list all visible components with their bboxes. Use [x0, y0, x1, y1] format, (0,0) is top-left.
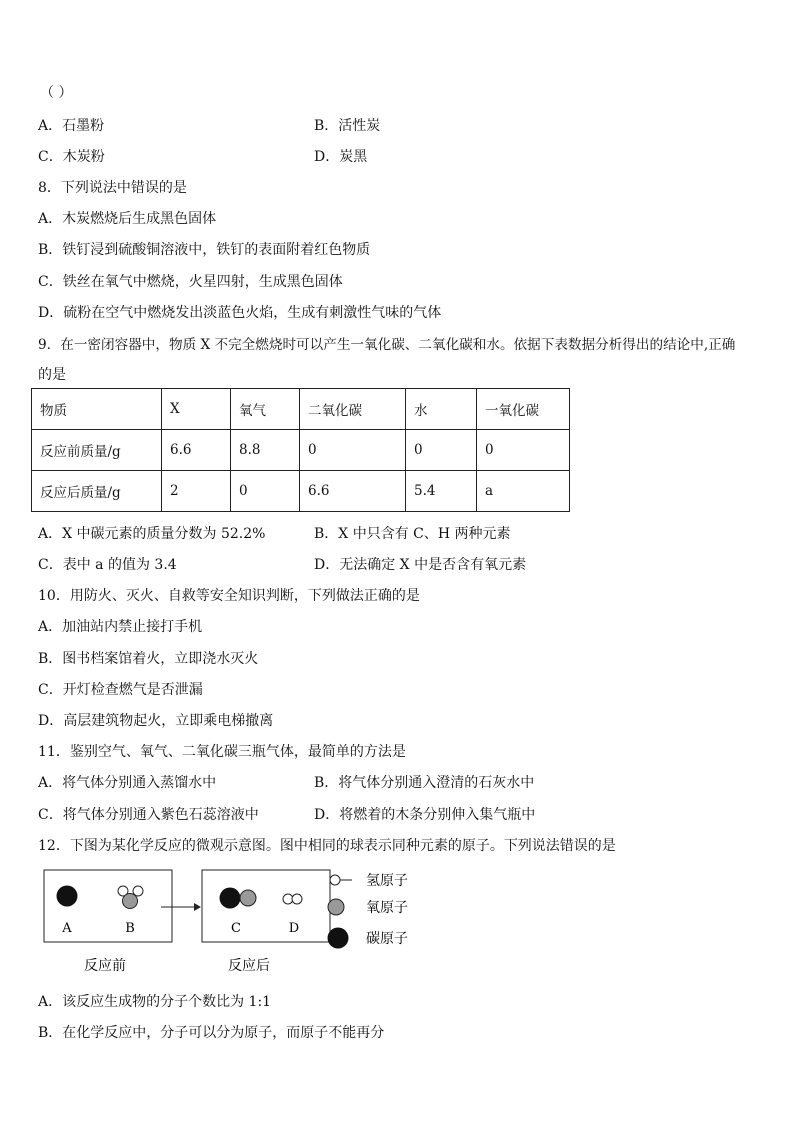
q11-option-b: B．将气体分别通入澄清的石灰水中	[314, 775, 535, 791]
hydrogen-molecule-icon	[283, 894, 302, 904]
label-b: B	[125, 921, 135, 936]
legend-oxygen	[328, 899, 408, 916]
carbon-monoxide-molecule-icon	[220, 888, 257, 909]
table-cell: 物质	[32, 389, 162, 430]
table-cell: 2	[162, 471, 231, 512]
q7-option-a: A．石墨粉	[38, 118, 105, 134]
q11-stem: 11．鉴别空气、氧气、二氧化碳三瓶气体，最简单的方法是	[38, 744, 406, 760]
legend-oxygen-label: 氧原子	[366, 900, 408, 916]
q7-answer-paren: （ ）	[40, 85, 73, 101]
table-cell: X	[162, 389, 231, 430]
table-row	[32, 389, 570, 430]
q11-option-c: C．将气体分别通入紫色石蕊溶液中	[38, 807, 259, 823]
q7-option-d: D．炭黑	[314, 149, 368, 165]
water-molecule-icon	[118, 886, 143, 909]
oxygen-atom-icon	[328, 899, 344, 915]
label-d: D	[288, 921, 300, 936]
arrow-icon	[161, 903, 201, 911]
table-cell: 0	[477, 430, 570, 471]
table-cell: 反应前质量/g	[32, 430, 162, 471]
q10-stem: 10．用防火、灭火、自救等安全知识判断，下列做法正确的是	[38, 588, 420, 604]
q8-stem: 8．下列说法中错误的是	[38, 180, 187, 196]
q10-option-a: A．加油站内禁止接打手机	[38, 619, 203, 635]
caption-before: 反应前	[84, 958, 126, 974]
carbon-atom-legend-icon	[328, 928, 349, 949]
q7-option-c: C．木炭粉	[38, 149, 105, 165]
q9-option-b: B．X 中只含有 C、H 两种元素	[314, 526, 511, 542]
q12-option-a: A．该反应生成物的分子个数比为 1:1	[38, 994, 272, 1010]
q11-option-a: A．将气体分别通入蒸馏水中	[38, 775, 217, 791]
table-cell: 水	[406, 389, 477, 430]
q11-option-d: D．将燃着的木条分别伸入集气瓶中	[314, 807, 536, 823]
table-row	[32, 430, 570, 471]
table-cell: 8.8	[231, 430, 300, 471]
caption-after: 反应后	[228, 958, 270, 974]
reaction-micro-diagram	[30, 862, 430, 982]
label-c: C	[231, 921, 241, 936]
table-cell: 0	[300, 430, 406, 471]
table-cell: 氧气	[231, 389, 300, 430]
q9-stem-line1: 9．在一密闭容器中，物质 X 不完全燃烧时可以产生一氧化碳、二氧化碳和水。依据下表数据分析得出的结论中,正确	[38, 337, 736, 353]
q9-stem-line2: 的是	[38, 367, 66, 383]
carbon-atom-icon	[57, 886, 78, 907]
table-cell: 6.6	[300, 471, 406, 512]
q9-data-table	[31, 388, 570, 512]
table-cell: 5.4	[406, 471, 477, 512]
table-cell: 0	[231, 471, 300, 512]
q12-option-b: B．在化学反应中，分子可以分为原子，而原子不能再分	[38, 1025, 385, 1041]
table-row	[32, 471, 570, 512]
legend-hydrogen-label: 氢原子	[366, 873, 408, 889]
q8-option-c: C．铁丝在氧气中燃烧，火星四射，生成黑色固体	[38, 274, 343, 290]
q8-option-d: D．硫粉在空气中燃烧发出淡蓝色火焰，生成有刺激性气味的气体	[38, 305, 442, 321]
hydrogen-atom-icon	[330, 875, 340, 885]
table-cell: 一氧化碳	[477, 389, 570, 430]
legend-carbon	[328, 928, 409, 949]
table-cell: a	[477, 471, 570, 512]
q10-option-b: B．图书档案馆着火，立即浇水灭火	[38, 651, 259, 667]
legend-carbon-label: 碳原子	[366, 931, 408, 947]
table-cell: 二氧化碳	[300, 389, 406, 430]
q9-option-a: A．X 中碳元素的质量分数为 52.2%	[38, 526, 266, 542]
q10-option-c: C．开灯检查燃气是否泄漏	[38, 682, 203, 698]
table-cell: 反应后质量/g	[32, 471, 162, 512]
q8-option-a: A．木炭燃烧后生成黑色固体	[38, 211, 217, 227]
legend-hydrogen	[330, 873, 408, 889]
label-a: A	[62, 921, 72, 936]
table-cell: 6.6	[162, 430, 231, 471]
q10-option-d: D．高层建筑物起火，立即乘电梯撤离	[38, 713, 274, 729]
table-cell: 0	[406, 430, 477, 471]
q12-stem: 12．下图为某化学反应的微观示意图。图中相同的球表示同种元素的原子。下列说法错误的是	[38, 838, 616, 854]
after-box	[202, 870, 330, 942]
q7-option-b: B．活性炭	[314, 118, 381, 134]
q9-option-d: D．无法确定 X 中是否含有氧元素	[314, 557, 527, 573]
q8-option-b: B．铁钉浸到硫酸铜溶液中，铁钉的表面附着红色物质	[38, 242, 371, 258]
q9-option-c: C．表中 a 的值为 3.4	[38, 557, 177, 573]
